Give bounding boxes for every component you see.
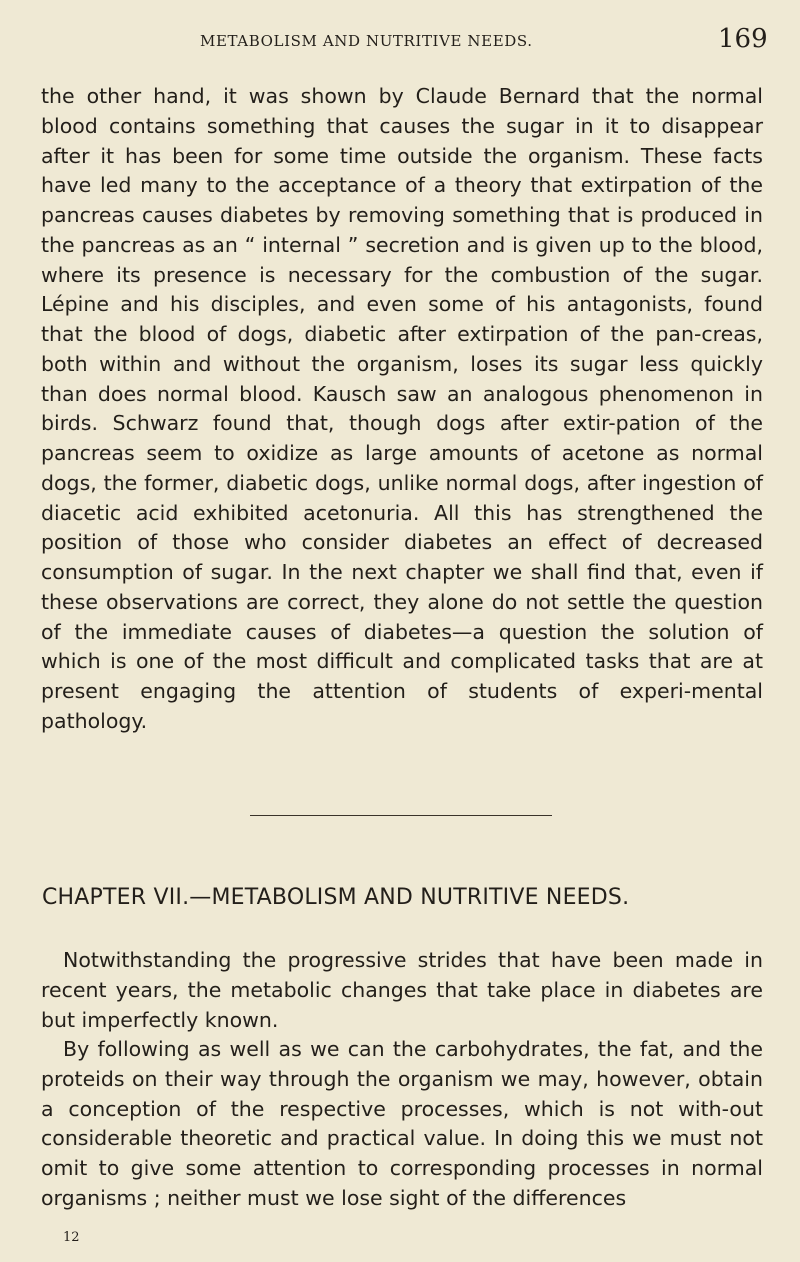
paragraph-body: By following as well as we can the carbohydrates, the fat, and the proteids on their way through the organism we may, however, obtain a conception of the respective processes, which is not with-out considerable theoretic and practical value. In doing this we must not omit to give some attention to corresponding processes in normal organisms ; neither must we lose sight of the differences — [41, 1037, 763, 1210]
signature-mark: 12 — [63, 1230, 80, 1245]
chapter-heading: CHAPTER VII.—METABOLISM AND NUTRITIVE NEEDS. — [42, 885, 630, 910]
running-head: METABOLISM AND NUTRITIVE NEEDS. — [200, 32, 533, 50]
section-divider-rule — [250, 815, 552, 816]
paragraph-continued: the other hand, it was shown by Claude Bernard that the normal blood contains something that causes the sugar in it to disappear after it has been for some time outside the organism. These facts have led many to the acceptance of a theory that extirpation of the pancreas causes diabetes by removing something that is produced in the pancreas as an “ internal ” secretion and is given up to the blood, where its presence is necessary for the combustion of the sugar. Lépine and his disciples, and even some of his antagonists, found that the blood of dogs, diabetic after extirpation of the pan-creas, both within and without the organism, loses its sugar less quickly than does normal blood. Kausch saw an analogous phenomenon in birds. Schwarz found that, though dogs after extir-pation of the pancreas seem to oxidize as large amounts of acetone as normal dogs, the former, diabetic dogs, unlike normal dogs, after ingestion of diacetic acid exhibited acetonuria. All this has strengthened the position of those who consider diabetes an effect of decreased consumption of sugar. In the next chapter we shall find that, even if these observations are correct, they alone do not settle the question of the immediate causes of diabetes—a question the solution of which is one of the most difficult and complicated tasks that are at present engaging the attention of students of experi-mental pathology. — [41, 84, 763, 733]
page-number: 169 — [718, 24, 768, 54]
paragraph-intro: Notwithstanding the progressive strides that have been made in recent years, the metabolic changes that take place in diabetes are but imperfectly known. — [41, 948, 763, 1032]
